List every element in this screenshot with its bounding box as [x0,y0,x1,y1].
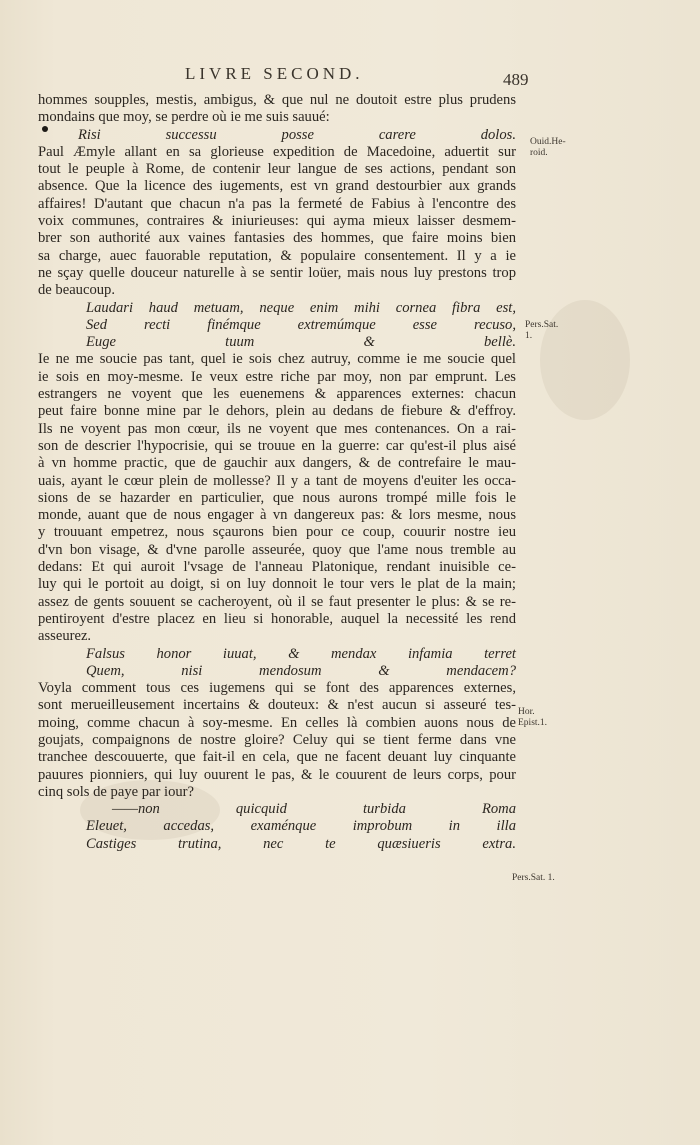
text-line: uais, ayant le cœur plein de mollesse? Il y a tant de moyens d'euiter les occa- [38,472,516,489]
verse-line: Laudari haud metuam, neque enim mihi cornea fibra est, [86,299,516,316]
text-line: à vn homme practic, que de gauchir aux dangers, & de contrefaire le mau- [38,455,516,472]
text-line: Ils ne voyent pas mon cœur, ils ne voyent que mes contenances. On a rai- [38,420,516,437]
text-line: pauures pionniers, qui luy ouurent le pas, & le couurent de leurs corps, pour [38,766,516,783]
margin-note: Hor. Epist.1. [518,707,548,728]
verse-line: Risi successu posse carere dolos. [78,126,516,143]
text-line: goujats, compaignons de nostre gloire? Celuy qui se tient ferme dans vne [38,731,516,748]
text-line: de beaucoup. [38,282,115,299]
text-line: Voyla comment tous ces iugemens qui se font des apparences externes, [38,680,516,697]
text-line: tranchee descouuerte, que fait-il en cela, que ne facent deuant luy cinquante [38,749,516,766]
text-line: mondains que moy, se perdre où ie me suis sauué: [38,109,330,126]
text-line: absence. Que la licence des iugements, est vn grand destourbier aux grands [38,178,516,195]
margin-note: Pers.Sat. 1. [525,320,559,341]
verse-line: Castiges trutina, nec te quæsiueris extra. [86,835,516,852]
text-line: ie sois en moy-mesme. Ie veux estre riche par moy, non par emprunt. Les [38,368,516,385]
text-line: pentiroyent d'estre placez en lieu si honorable, auquel la necessité les rend [38,610,516,627]
text-line: monde, auant que de nous engager à vn dangereux pas: & lors mesme, nous [38,507,516,524]
verse-line: Falsus honor iuuat, & mendax infamia terret [86,645,516,662]
body-text [38,92,516,853]
running-head: LIVRE SECOND. [185,64,364,83]
verse-line: Eleuet, accedas, examénque improbum in illa [86,818,516,835]
verse-line: Sed recti finémque extremúmque esse recuso, [86,316,516,333]
verse-line: Euge tuum & bellè. [86,334,516,351]
text-line: son de descrier l'hypocrisie, qui se trouue en la guerre: car qu'est-il plus aisé [38,437,516,454]
text-line: sont merueilleusement incertains & douteux: & n'est aucun si asseuré tes- [38,697,516,714]
margin-note: Ouid.He-roid. [530,137,566,158]
text-line: asseurez. [38,628,92,645]
text-line: affaires! D'autant que chacun n'a pas la fermeté de Fabius à l'encontre des [38,195,516,212]
text-line: dedans: Et qui auroit l'vsage de l'anneau Platonique, rendant inuisible ce- [38,559,516,576]
text-line: assez de gents souuent se cacheroyent, où il se faut presenter le plus: & se re- [38,593,516,610]
text-line: brer son authorité aux vaines fantasies des hommes, que faire moins bien [38,230,516,247]
text-line: ne sçay quelle douceur naturelle à se sentir loüer, mais nous luy prestons trop [38,264,516,281]
text-line: luy qui le portoit au doigt, si on luy donnoit le tour vers le plat de la main; [38,576,516,593]
margin-note: Pers.Sat. 1. [512,873,555,883]
text-line: peut faire bonne mine par le dehors, plein au dedans de fiebure & d'effroy. [38,403,516,420]
text-line: hommes soupples, mestis, ambigus, & que nul ne doutoit estre plus prudens [38,92,516,108]
verse-line: ——non quicquid turbida Roma [112,801,516,818]
text-line: tout le peuple à Rome, de contenir leur langue de ses actions, pendant son [38,161,516,178]
text-line: Paul Æmyle allant en sa glorieuse expedition de Macedoine, aduertit sur [38,143,516,160]
paper-stain [540,300,630,420]
page-number: 489 [503,70,529,89]
text-line: estrangers ne voyent que les euenemens & apparences externes: chacun [38,386,516,403]
text-line: d'vn bon visage, & d'vne parolle asseurée, quoy que l'ame nous tremble au [38,541,516,558]
text-line: y trouuant empetrez, nous sçaurons bien pour ce coup, couurir nostre ieu [38,524,516,541]
text-line: sa charge, auec fauorable reputation, & populaire consentement. Il y a ie [38,247,516,264]
text-line: sions de se hazarder en particulier, que nous aurons trompé mille fois le [38,489,516,506]
text-line: moing, comme chacun à soy-mesme. En celles là combien auons nous de [38,714,516,731]
verse-line: Quem, nisi mendosum & mendacem? [86,662,516,679]
text-line: Ie ne me soucie pas tant, quel ie sois chez autruy, comme ie me soucie quel [38,351,516,368]
text-line: cinq sols de paye par iour? [38,783,195,800]
text-line: voix communes, contraires & iniurieuses: qui ayma mieux laisser desmem- [38,213,516,230]
